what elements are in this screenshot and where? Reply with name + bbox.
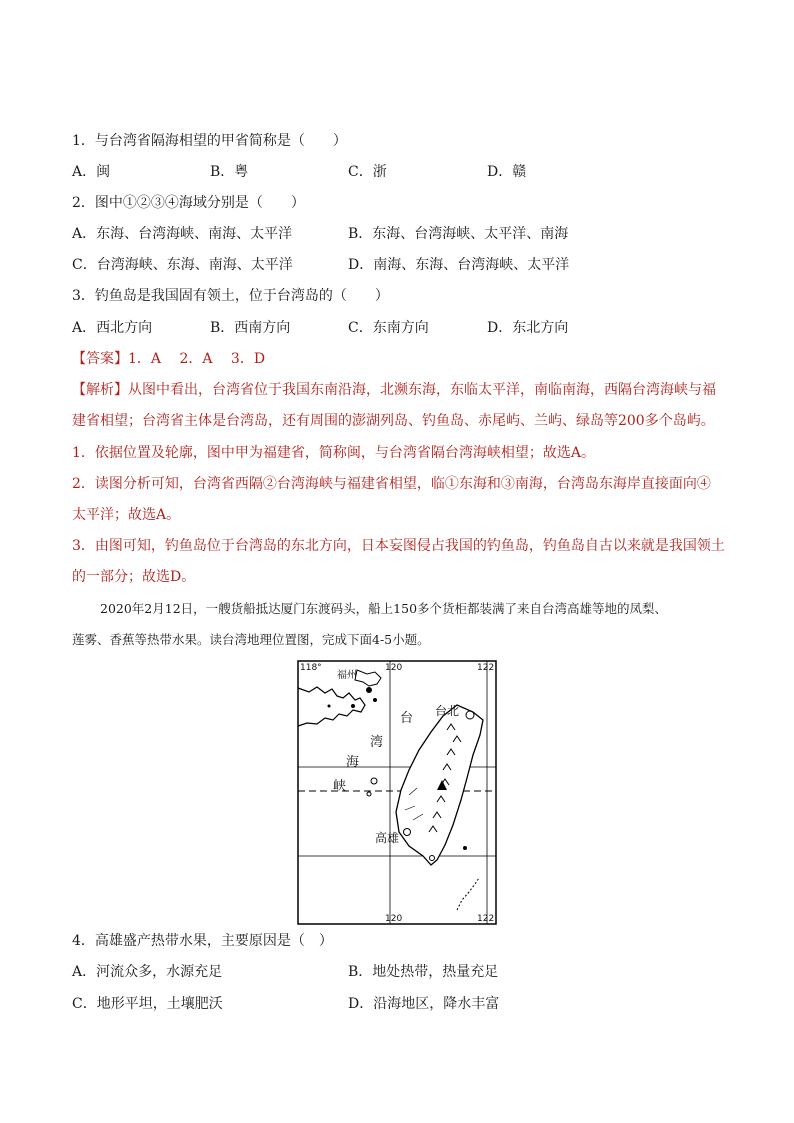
lyudao-island bbox=[463, 846, 467, 850]
question-3-stem: 3．钓鱼岛是我国固有领土，位于台湾岛的（ ） bbox=[72, 288, 389, 304]
strait-char-2: 湾 bbox=[370, 735, 384, 750]
q1-option-b: B．粤 bbox=[210, 164, 249, 180]
passage-line-2: 莲雾、香蕉等热带水果。读台湾地理位置图，完成下面4-5小题。 bbox=[72, 632, 430, 647]
q2-option-c: C．台湾海峡、东海、南海、太平洋 bbox=[72, 257, 293, 273]
lon-label-122-top: 122 bbox=[477, 663, 495, 673]
analysis-item-3b: 的一部分；故选D。 bbox=[72, 569, 196, 585]
q1-option-a: A．闽 bbox=[72, 164, 111, 180]
answer-tag: 【答案】 bbox=[72, 351, 128, 367]
q4-option-b: B．地处热带，热量充足 bbox=[348, 964, 499, 980]
lon-label-120-top: 120 bbox=[385, 663, 403, 673]
q3-option-d: D．东北方向 bbox=[487, 320, 569, 336]
analysis-item-1: 1．依据位置及轮廓，图中甲为福建省，简称闽，与台湾省隔台湾海峡相望；故选A。 bbox=[72, 445, 596, 461]
lon-label-120-bottom: 120 bbox=[385, 914, 403, 924]
analysis-tag: 【解析】 bbox=[72, 382, 128, 398]
label-taipei: 台北 bbox=[435, 704, 460, 718]
strait-char-3: 海 bbox=[346, 755, 360, 770]
q2-option-a: A．东海、台湾海峡、南海、太平洋 bbox=[72, 226, 293, 242]
taiwan-location-map bbox=[297, 660, 497, 925]
q4-option-a: A．河流众多，水源充足 bbox=[72, 964, 223, 980]
lon-label-118: 118° bbox=[300, 663, 322, 673]
label-kaohsiung: 高雄 bbox=[375, 831, 400, 845]
island-dot bbox=[373, 698, 377, 702]
strait-char-4: 峡 bbox=[333, 779, 347, 794]
question-2-stem: 2．图中①②③④海域分别是（ ） bbox=[72, 195, 305, 211]
analysis-line-2: 建省相望；台湾省主体是台湾岛，还有周围的澎湖列岛、钓鱼岛、赤尾屿、兰屿、绿岛等200多个岛屿。 bbox=[72, 413, 715, 429]
answer-text: 1．A 2．A 3．D bbox=[128, 351, 266, 367]
passage-line-1: 2020年2月12日，一艘货船抵达厦门东渡码头，船上150多个货柜都装满了来自台湾高雄等地的凤梨、 bbox=[100, 601, 668, 616]
island-dot bbox=[328, 705, 331, 708]
q3-option-a: A．西北方向 bbox=[72, 320, 153, 336]
q3-option-b: B．西南方向 bbox=[210, 320, 291, 336]
q2-option-d: D．南海、东海、台湾海峡、太平洋 bbox=[348, 257, 570, 273]
lon-label-122-bottom: 122 bbox=[477, 914, 495, 924]
analysis-item-2b: 太平洋；故选A。 bbox=[72, 507, 181, 523]
analysis-text-1: 从图中看出，台湾省位于我国东南沿海，北濒东海，东临太平洋，南临南海，西隔台湾海峡与福 bbox=[128, 382, 716, 398]
q4-option-c: C．地形平坦，土壤肥沃 bbox=[72, 996, 223, 1012]
map-frame bbox=[298, 661, 496, 924]
q4-option-d: D．沿海地区，降水丰富 bbox=[348, 996, 500, 1012]
strait-char-1: 台 bbox=[400, 711, 414, 726]
analysis-item-2a: 2．读图分析可知，台湾省西隔②台湾海峡与福建省相望，临①东海和③南海，台湾岛东海岸直接面向④ bbox=[72, 476, 711, 492]
island-dot bbox=[351, 704, 355, 708]
question-1-stem: 1．与台湾省隔海相望的甲省简称是（ ） bbox=[72, 133, 347, 149]
q1-option-c: C．浙 bbox=[348, 164, 387, 180]
q1-option-d: D．赣 bbox=[487, 164, 527, 180]
label-fuzhou: 福州 bbox=[337, 670, 357, 681]
taiwan-map-svg bbox=[297, 660, 497, 925]
answer-line bbox=[72, 349, 265, 369]
question-4-stem: 4．高雄盛产热带水果，主要原因是（ ） bbox=[72, 933, 333, 949]
analysis-item-3a: 3．由图可知，钓鱼岛位于台湾岛的东北方向，日本妄图侵占我国的钓鱼岛，钓鱼岛自古以来就是我国领土 bbox=[72, 538, 725, 554]
q2-option-b: B．东海、台湾海峡、太平洋、南海 bbox=[348, 226, 569, 242]
island-dot bbox=[366, 687, 372, 693]
q3-option-c: C．东南方向 bbox=[348, 320, 429, 336]
analysis-line-1 bbox=[72, 380, 716, 400]
